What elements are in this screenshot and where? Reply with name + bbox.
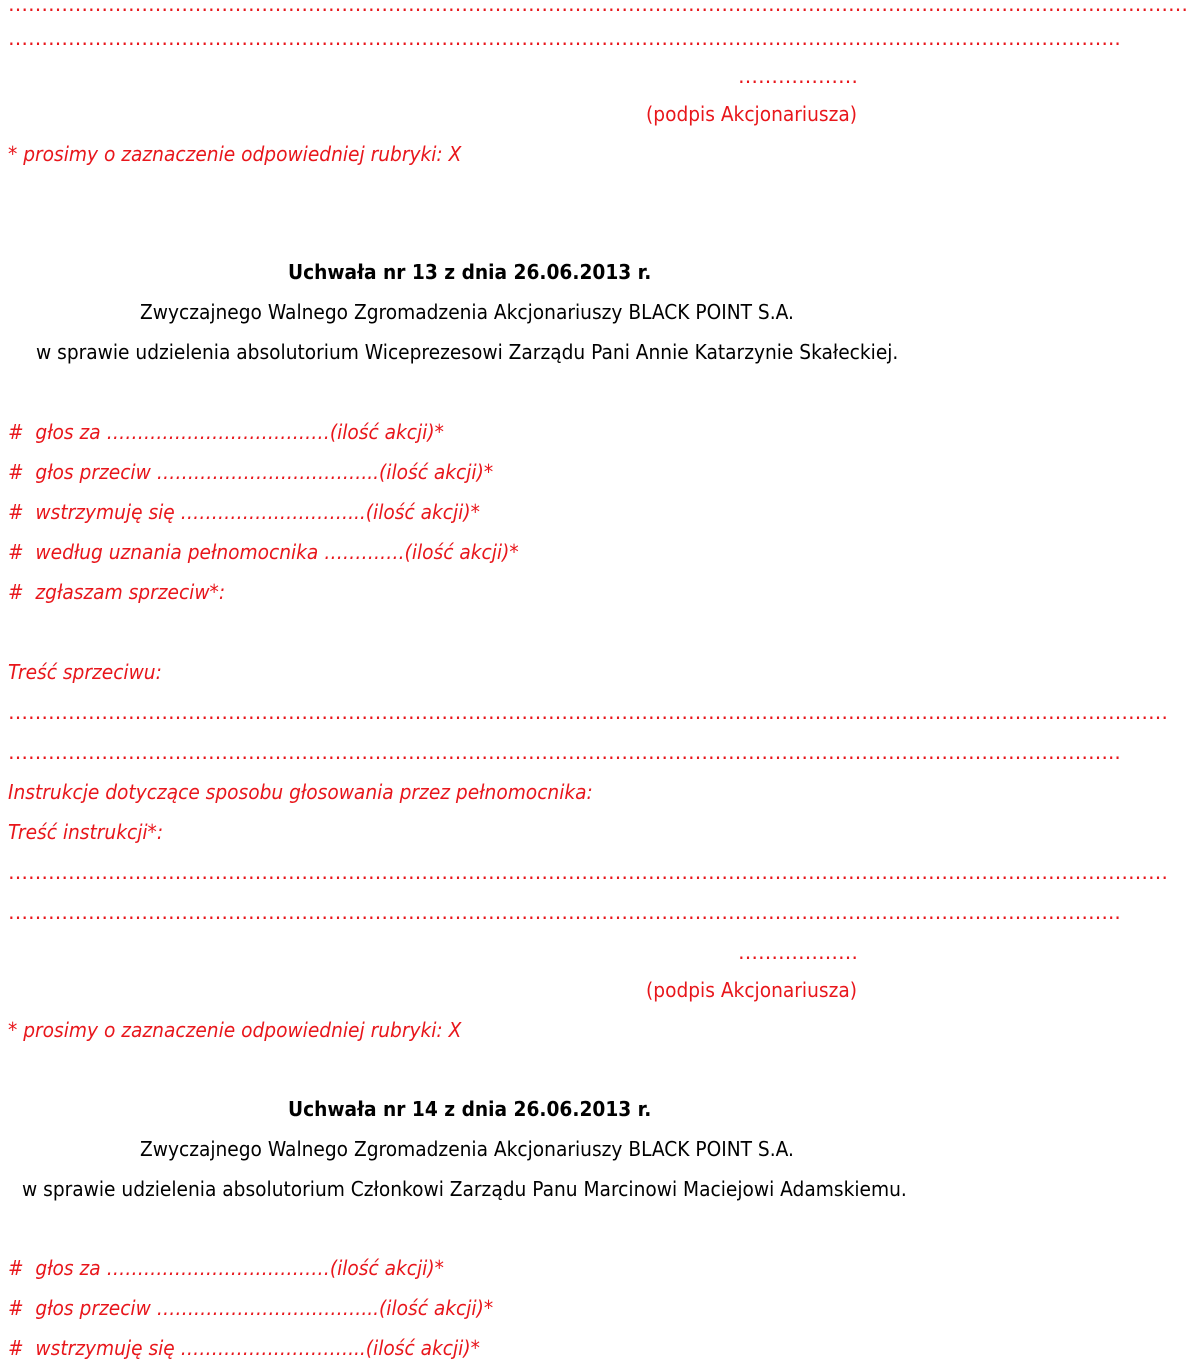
vote-option-abstain: # wstrzymuję się ………………………...(ilość akcji)* [8,1336,480,1360]
instructions-text-label: Treść instrukcji*: [8,820,164,844]
resolution-subject: w sprawie udzielenia absolutorium Członkowi Zarządu Panu Marcinowi Maciejowi Adamskiemu. [22,1177,907,1201]
dotted-line: ………………………………………………………………………………………………………………………………………………….. [8,740,1121,764]
signature-label: (podpis Akcjonariusza) [646,978,857,1002]
dotted-line: ………………………………………………………………………………………………………………………………………………….. [8,26,1121,50]
objection-label: Treść sprzeciwu: [8,660,162,684]
dotted-line: ………………………………………………………………………………………………………………………………………………………… [8,700,1168,724]
signature-label: (podpis Akcjonariusza) [646,102,857,126]
instructions-label: Instrukcje dotyczące sposobu głosowania przez pełnomocnika: [8,780,593,804]
resolution-subject: w sprawie udzielenia absolutorium Wiceprezesowi Zarządu Pani Annie Katarzynie Skałeckiej. [36,340,899,364]
vote-option-for: # głos za ………………………………(ilość akcji)* [8,420,444,444]
vote-option-for: # głos za ………………………………(ilość akcji)* [8,1256,444,1280]
resolution-subtitle: Zwyczajnego Walnego Zgromadzenia Akcjonariuszy BLACK POINT S.A. [140,1137,794,1161]
resolution-title: Uchwała nr 14 z dnia 26.06.2013 r. [288,1097,652,1121]
dotted-line: …………………………………………………………………………………………………………………………………………………………… [8,0,1188,16]
vote-option-discretion: # według uznania pełnomocnika ………….(ilość akcji)* [8,540,519,564]
resolution-subtitle: Zwyczajnego Walnego Zgromadzenia Akcjonariuszy BLACK POINT S.A. [140,300,794,324]
signature-line: ……………… [738,64,858,88]
vote-option-against: # głos przeciw ……………………………...(ilość akcji)* [8,1296,494,1320]
footnote: * prosimy o zaznaczenie odpowiedniej rubryki: X [8,1018,462,1042]
resolution-title: Uchwała nr 13 z dnia 26.06.2013 r. [288,260,652,284]
vote-option-against: # głos przeciw ……………………………...(ilość akcji)* [8,460,494,484]
dotted-line: ………………………………………………………………………………………………………………………………………………….. [8,900,1121,924]
footnote: * prosimy o zaznaczenie odpowiedniej rubryki: X [8,142,462,166]
vote-option-abstain: # wstrzymuję się ………………………...(ilość akcji)* [8,500,480,524]
signature-line: ……………… [738,940,858,964]
vote-option-objection: # zgłaszam sprzeciw*: [8,580,226,604]
dotted-line: ………………………………………………………………………………………………………………………………………………………… [8,860,1168,884]
